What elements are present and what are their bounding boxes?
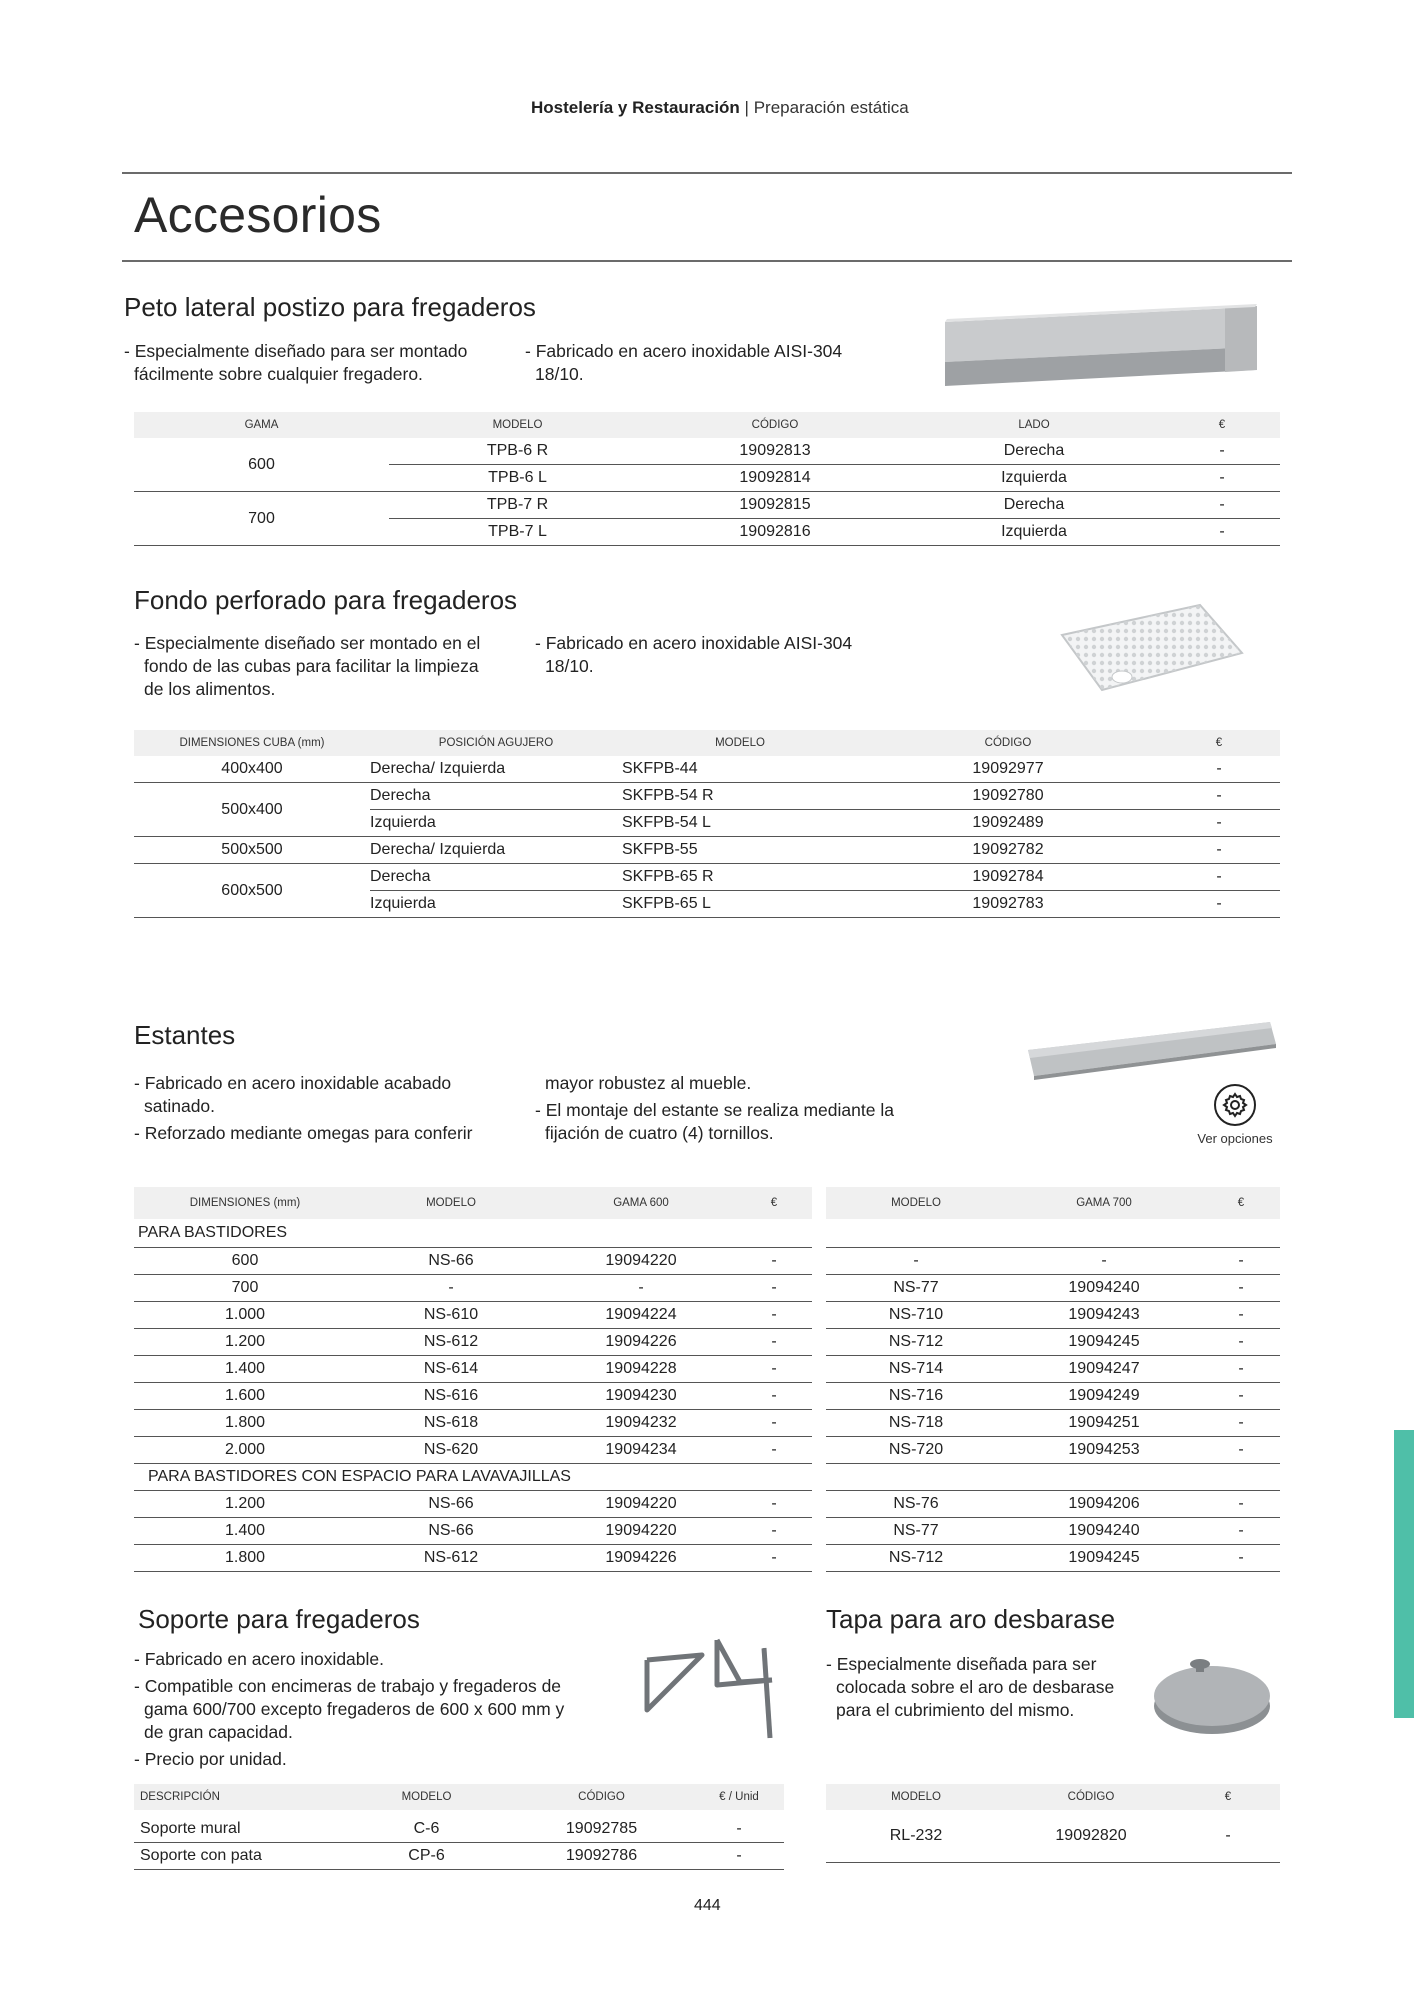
- table-row: [826, 1356, 1280, 1383]
- estantes-bullet-3b: fijación de cuatro (4) tornillos.: [545, 1123, 774, 1143]
- table-row: [134, 1356, 812, 1383]
- soporte-bullet-1: - Fabricado en acero inoxidable.: [134, 1649, 385, 1669]
- m7-cell: NS-716: [826, 1383, 1006, 1410]
- tapa-table-header: [826, 1784, 1280, 1810]
- pos-cell: Derecha: [370, 864, 622, 891]
- col-modelo: MODELO: [389, 412, 646, 438]
- table-row: [134, 1329, 812, 1356]
- col-precio: €: [1164, 412, 1280, 438]
- p6-cell: -: [736, 1275, 812, 1302]
- estantes-bullet-1b: satinado.: [144, 1096, 216, 1116]
- precio-cell: -: [1164, 465, 1280, 492]
- m6-cell: NS-66: [356, 1518, 546, 1545]
- m7-cell: NS-77: [826, 1518, 1006, 1545]
- tapa-table: [826, 1784, 1280, 1863]
- estantes-bullets-left: [134, 1072, 514, 1145]
- precio-cell: -: [1176, 1810, 1280, 1863]
- m6-cell: NS-612: [356, 1545, 546, 1572]
- pos-cell: Derecha/ Izquierda: [370, 837, 622, 864]
- c7-cell: 19094253: [1006, 1437, 1202, 1464]
- modelo-cell: TPB-6 L: [389, 465, 646, 492]
- tapa-bullet-1c: para el cubrimiento del mismo.: [836, 1700, 1075, 1720]
- modelo-cell: CP-6: [344, 1843, 509, 1870]
- pos-cell: Izquierda: [370, 810, 622, 837]
- precio-cell: -: [1158, 756, 1280, 783]
- modelo-cell: SKFPB-54 R: [622, 783, 858, 810]
- estantes-bullet-3a: - El montaje del estante se realiza mediante la: [535, 1100, 894, 1120]
- fondo-bullets-left: [134, 632, 514, 701]
- header-section: Hostelería y Restauración: [531, 98, 740, 117]
- soporte-table-header: [134, 1784, 784, 1810]
- tapa-bullets: [826, 1653, 1126, 1722]
- precio-cell: -: [1158, 837, 1280, 864]
- p7-cell: -: [1202, 1545, 1280, 1572]
- modelo-cell: RL-232: [826, 1810, 1006, 1863]
- p7-cell: -: [1202, 1518, 1280, 1545]
- col-dimensiones: DIMENSIONES (mm): [134, 1187, 356, 1219]
- peto-bullet-2a: - Fabricado en acero inoxidable AISI-304: [525, 341, 843, 361]
- p7-cell: -: [1202, 1329, 1280, 1356]
- ver-opciones-label: Ver opciones: [1197, 1131, 1273, 1146]
- m6-cell: NS-66: [356, 1248, 546, 1275]
- desc-cell: Soporte mural: [134, 1816, 344, 1843]
- soporte-bullet-2b: gama 600/700 excepto fregaderos de 600 x 600 mm y: [144, 1699, 565, 1719]
- dim-cell: 600x500: [134, 864, 370, 918]
- col-posicion: POSICIÓN AGUJERO: [370, 730, 622, 756]
- table-row: [826, 1518, 1280, 1545]
- pos-cell: Derecha/ Izquierda: [370, 756, 622, 783]
- table-row: [134, 837, 1280, 864]
- col-modelo: MODELO: [826, 1784, 1006, 1810]
- codigo-cell: 19092489: [858, 810, 1158, 837]
- dim-cell: 500x500: [134, 837, 370, 864]
- precio-cell: -: [1164, 492, 1280, 519]
- fondo-bullet-1b: fondo de las cubas para facilitar la limpieza: [144, 656, 479, 676]
- peto-bullets-left: [124, 340, 504, 386]
- p7-cell: -: [1202, 1356, 1280, 1383]
- modelo-cell: TPB-7 L: [389, 519, 646, 546]
- m7-cell: NS-712: [826, 1329, 1006, 1356]
- p6-cell: -: [736, 1518, 812, 1545]
- p7-cell: -: [1202, 1437, 1280, 1464]
- table-row: [134, 756, 1280, 783]
- lado-cell: Izquierda: [904, 465, 1164, 492]
- codigo-cell: 19092785: [509, 1816, 694, 1843]
- p6-cell: -: [736, 1491, 812, 1518]
- table-row: [134, 1248, 812, 1275]
- lado-cell: Derecha: [904, 492, 1164, 519]
- estantes-bullet-1a: - Fabricado en acero inoxidable acabado: [134, 1073, 452, 1093]
- c6-cell: 19094220: [546, 1248, 736, 1275]
- soporte-bullets: [134, 1648, 594, 1771]
- precio-cell: -: [694, 1843, 784, 1870]
- col-gama600: GAMA 600: [546, 1187, 736, 1219]
- c7-cell: 19094240: [1006, 1518, 1202, 1545]
- dim-cell: 600: [134, 1248, 356, 1275]
- col-codigo: CÓDIGO: [858, 730, 1158, 756]
- pos-cell: Izquierda: [370, 891, 622, 918]
- peto-table: [134, 412, 1280, 546]
- table-row: [134, 1437, 812, 1464]
- c7-cell: 19094240: [1006, 1275, 1202, 1302]
- p6-cell: -: [736, 1437, 812, 1464]
- table-row: [134, 1491, 812, 1518]
- peto-table-header: [134, 412, 1280, 438]
- col-descripcion: DESCRIPCIÓN: [134, 1784, 344, 1810]
- m7-cell: NS-712: [826, 1545, 1006, 1572]
- dim-cell: 2.000: [134, 1437, 356, 1464]
- c6-cell: 19094226: [546, 1329, 736, 1356]
- p6-cell: -: [736, 1410, 812, 1437]
- col-gama700: GAMA 700: [1006, 1187, 1202, 1219]
- c7-cell: -: [1006, 1248, 1202, 1275]
- c6-cell: -: [546, 1275, 736, 1302]
- section-title-peto: Peto lateral postizo para fregaderos: [124, 292, 536, 322]
- modelo-cell: TPB-7 R: [389, 492, 646, 519]
- col-codigo: CÓDIGO: [646, 412, 904, 438]
- col-modelo: MODELO: [344, 1784, 509, 1810]
- modelo-cell: SKFPB-65 L: [622, 891, 858, 918]
- table-row: [134, 438, 1280, 465]
- table-row: [134, 1302, 812, 1329]
- estantes-table-gama700: [826, 1187, 1280, 1572]
- fondo-table: [134, 730, 1280, 918]
- table-row: [134, 492, 1280, 519]
- p7-cell: -: [1202, 1410, 1280, 1437]
- table-row: [826, 1491, 1280, 1518]
- peto-bullet-1b: fácilmente sobre cualquier fregadero.: [134, 364, 423, 384]
- table-row: [134, 1410, 812, 1437]
- title-rule: [122, 260, 1292, 262]
- m6-cell: NS-66: [356, 1491, 546, 1518]
- c7-cell: 19094243: [1006, 1302, 1202, 1329]
- group-row-spacer: [826, 1464, 1280, 1491]
- header-separator: |: [744, 98, 749, 117]
- c7-cell: 19094251: [1006, 1410, 1202, 1437]
- tapa-bullet-1a: - Especialmente diseñada para ser: [826, 1654, 1097, 1674]
- dim-cell: 1.200: [134, 1329, 356, 1356]
- table-row: [134, 1545, 812, 1572]
- section-title-tapa: Tapa para aro desbarase: [826, 1604, 1116, 1634]
- table-row: [826, 1545, 1280, 1572]
- c7-cell: 19094245: [1006, 1329, 1202, 1356]
- c6-cell: 19094220: [546, 1491, 736, 1518]
- fondo-bullet-1c: de los alimentos.: [144, 679, 276, 699]
- fondo-bullet-2a: - Fabricado en acero inoxidable AISI-304: [535, 633, 853, 653]
- table-row: [826, 1248, 1280, 1275]
- m6-cell: NS-616: [356, 1383, 546, 1410]
- modelo-cell: SKFPB-65 R: [622, 864, 858, 891]
- dim-cell: 1.200: [134, 1491, 356, 1518]
- estantes-bullet-2b: mayor robustez al mueble.: [545, 1073, 752, 1093]
- gama-cell: 700: [134, 492, 389, 546]
- soporte-bullet-2c: de gran capacidad.: [144, 1722, 293, 1742]
- col-dimensiones: DIMENSIONES CUBA (mm): [134, 730, 370, 756]
- section-title-soporte: Soporte para fregaderos: [138, 1604, 420, 1634]
- codigo-cell: 19092815: [646, 492, 904, 519]
- peto-bullets-right: [525, 340, 885, 386]
- section-title-fondo: Fondo perforado para fregaderos: [134, 585, 518, 615]
- fondo-bullets-right: [535, 632, 895, 678]
- codigo-cell: 19092783: [858, 891, 1158, 918]
- table-row: [134, 1518, 812, 1545]
- header-subsection: Preparación estática: [753, 98, 909, 117]
- m7-cell: NS-714: [826, 1356, 1006, 1383]
- soporte-table: [134, 1784, 784, 1870]
- c6-cell: 19094230: [546, 1383, 736, 1410]
- fondo-bullet-2b: 18/10.: [545, 656, 594, 676]
- codigo-cell: 19092782: [858, 837, 1158, 864]
- table-row: [826, 1437, 1280, 1464]
- col-precio: €: [736, 1187, 812, 1219]
- codigo-cell: 19092820: [1006, 1810, 1176, 1863]
- m6-cell: NS-612: [356, 1329, 546, 1356]
- desc-cell: Soporte con pata: [134, 1843, 344, 1870]
- soporte-product-image: [622, 1620, 792, 1760]
- c6-cell: 19094232: [546, 1410, 736, 1437]
- m7-cell: NS-720: [826, 1437, 1006, 1464]
- modelo-cell: TPB-6 R: [389, 438, 646, 465]
- running-header: [531, 98, 909, 118]
- gama-cell: 600: [134, 438, 389, 492]
- table-row: [826, 1383, 1280, 1410]
- modelo-cell: SKFPB-54 L: [622, 810, 858, 837]
- p7-cell: -: [1202, 1248, 1280, 1275]
- m6-cell: NS-614: [356, 1356, 546, 1383]
- peto-product-image: [935, 292, 1285, 398]
- table-row: [826, 1410, 1280, 1437]
- p7-cell: -: [1202, 1383, 1280, 1410]
- col-precio: € / Unid: [694, 1784, 784, 1810]
- c7-cell: 19094247: [1006, 1356, 1202, 1383]
- c6-cell: 19094228: [546, 1356, 736, 1383]
- estantes-bullet-2a: - Reforzado mediante omegas para conferir: [134, 1123, 473, 1143]
- codigo-cell: 19092977: [858, 756, 1158, 783]
- tapa-product-image: [1148, 1648, 1278, 1740]
- m7-cell: NS-718: [826, 1410, 1006, 1437]
- table-row: [826, 1329, 1280, 1356]
- group-row-spacer: [826, 1219, 1280, 1248]
- m6-cell: NS-618: [356, 1410, 546, 1437]
- p6-cell: -: [736, 1545, 812, 1572]
- dim-cell: 1.800: [134, 1545, 356, 1572]
- c7-cell: 19094249: [1006, 1383, 1202, 1410]
- col-gama: GAMA: [134, 412, 389, 438]
- modelo-cell: SKFPB-55: [622, 837, 858, 864]
- m7-cell: NS-710: [826, 1302, 1006, 1329]
- peto-bullet-1a: - Especialmente diseñado para ser montado: [124, 341, 468, 361]
- lado-cell: Derecha: [904, 438, 1164, 465]
- dim-cell: 400x400: [134, 756, 370, 783]
- col-precio: €: [1202, 1187, 1280, 1219]
- m7-cell: -: [826, 1248, 1006, 1275]
- col-codigo: CÓDIGO: [509, 1784, 694, 1810]
- m7-cell: NS-77: [826, 1275, 1006, 1302]
- table-row: [134, 1275, 812, 1302]
- precio-cell: -: [1158, 891, 1280, 918]
- m6-cell: -: [356, 1275, 546, 1302]
- estantes-right-header: [826, 1187, 1280, 1219]
- dim-cell: 700: [134, 1275, 356, 1302]
- codigo-cell: 19092780: [858, 783, 1158, 810]
- col-lado: LADO: [904, 412, 1164, 438]
- group-row: [134, 1464, 812, 1491]
- soporte-bullet-3: - Precio por unidad.: [134, 1749, 287, 1769]
- col-precio: €: [1176, 1784, 1280, 1810]
- section-tab-marker: [1394, 1430, 1414, 1718]
- col-modelo: MODELO: [356, 1187, 546, 1219]
- m6-cell: NS-620: [356, 1437, 546, 1464]
- dim-cell: 500x400: [134, 783, 370, 837]
- dim-cell: 1.400: [134, 1518, 356, 1545]
- group-label-lavavajillas: PARA BASTIDORES CON ESPACIO PARA LAVAVAJILLAS: [134, 1464, 812, 1491]
- m6-cell: NS-610: [356, 1302, 546, 1329]
- table-row: [826, 1302, 1280, 1329]
- p7-cell: -: [1202, 1491, 1280, 1518]
- codigo-cell: 19092784: [858, 864, 1158, 891]
- col-modelo: MODELO: [622, 730, 858, 756]
- table-row: [134, 864, 1280, 891]
- gear-icon: [1213, 1083, 1257, 1127]
- col-codigo: CÓDIGO: [1006, 1784, 1176, 1810]
- ver-opciones-button[interactable]: [1190, 1083, 1280, 1146]
- c6-cell: 19094226: [546, 1545, 736, 1572]
- codigo-cell: 19092813: [646, 438, 904, 465]
- top-rule: [122, 172, 1292, 174]
- c6-cell: 19094234: [546, 1437, 736, 1464]
- p7-cell: -: [1202, 1302, 1280, 1329]
- pos-cell: Derecha: [370, 783, 622, 810]
- c7-cell: 19094206: [1006, 1491, 1202, 1518]
- m7-cell: NS-76: [826, 1491, 1006, 1518]
- fondo-product-image: [1050, 595, 1250, 700]
- dim-cell: 1.400: [134, 1356, 356, 1383]
- table-row: [134, 1816, 784, 1843]
- c6-cell: 19094224: [546, 1302, 736, 1329]
- section-title-estantes: Estantes: [134, 1020, 236, 1050]
- group-label-bastidores: PARA BASTIDORES: [134, 1219, 812, 1248]
- modelo-cell: SKFPB-44: [622, 756, 858, 783]
- table-row: [826, 1275, 1280, 1302]
- table-row: [134, 1843, 784, 1870]
- page-number: 444: [694, 1897, 721, 1914]
- codigo-cell: 19092814: [646, 465, 904, 492]
- c7-cell: 19094245: [1006, 1545, 1202, 1572]
- precio-cell: -: [1158, 810, 1280, 837]
- p6-cell: -: [736, 1329, 812, 1356]
- p6-cell: -: [736, 1302, 812, 1329]
- precio-cell: -: [1164, 519, 1280, 546]
- peto-bullet-2b: 18/10.: [535, 364, 584, 384]
- tapa-bullet-1b: colocada sobre el aro de desbarase: [836, 1677, 1115, 1697]
- p7-cell: -: [1202, 1275, 1280, 1302]
- fondo-table-header: [134, 730, 1280, 756]
- precio-cell: -: [1158, 864, 1280, 891]
- col-modelo: MODELO: [826, 1187, 1006, 1219]
- precio-cell: -: [694, 1816, 784, 1843]
- codigo-cell: 19092786: [509, 1843, 694, 1870]
- lado-cell: Izquierda: [904, 519, 1164, 546]
- precio-cell: -: [1158, 783, 1280, 810]
- group-row: [134, 1219, 812, 1248]
- p6-cell: -: [736, 1383, 812, 1410]
- estantes-table-gama600: [134, 1187, 812, 1572]
- dim-cell: 1.800: [134, 1410, 356, 1437]
- modelo-cell: C-6: [344, 1816, 509, 1843]
- estantes-product-image: [1020, 1018, 1280, 1088]
- table-row: [134, 1383, 812, 1410]
- p6-cell: -: [736, 1248, 812, 1275]
- col-precio: €: [1158, 730, 1280, 756]
- soporte-bullet-2a: - Compatible con encimeras de trabajo y fregaderos de: [134, 1676, 562, 1696]
- estantes-bullets-right: [535, 1072, 925, 1145]
- table-row: [134, 783, 1280, 810]
- estantes-left-header: [134, 1187, 812, 1219]
- dim-cell: 1.600: [134, 1383, 356, 1410]
- page-title: Accesorios: [134, 187, 382, 243]
- codigo-cell: 19092816: [646, 519, 904, 546]
- c6-cell: 19094220: [546, 1518, 736, 1545]
- table-row: [826, 1810, 1280, 1863]
- p6-cell: -: [736, 1356, 812, 1383]
- fondo-bullet-1a: - Especialmente diseñado ser montado en el: [134, 633, 481, 653]
- dim-cell: 1.000: [134, 1302, 356, 1329]
- precio-cell: -: [1164, 438, 1280, 465]
